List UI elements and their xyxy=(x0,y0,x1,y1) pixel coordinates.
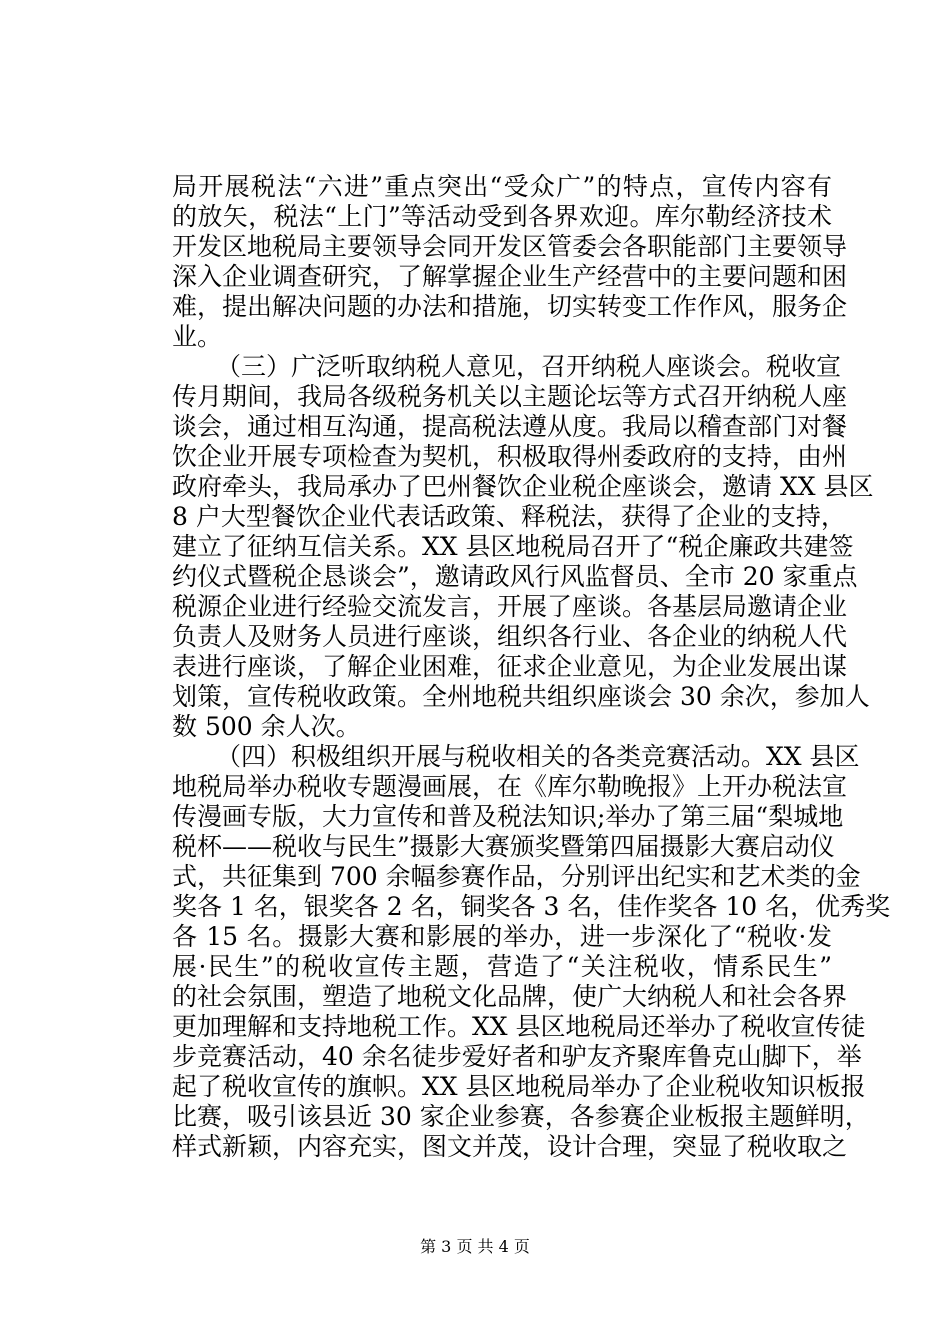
text-line: 数 500 余人次。 xyxy=(172,712,361,741)
text-line: 的放矢，税法“上门”等活动受到各界欢迎。库尔勒经济技术 xyxy=(172,202,832,231)
text-line: 表进行座谈，了解企业困难，征求企业意见，为企业发展出谋 xyxy=(172,652,848,681)
text-line: 划策，宣传税收政策。全州地税共组织座谈会 30 余次，参加人 xyxy=(172,682,870,711)
text-line: 地税局举办税收专题漫画展，在《库尔勒晚报》上开办税法宣 xyxy=(172,772,848,801)
paragraph-heading-line: （四）积极组织开展与税收相关的各类竞赛活动。XX 县区 xyxy=(216,742,860,771)
text-line: 税杯——税收与民生”摄影大赛颁奖暨第四届摄影大赛启动仪 xyxy=(172,832,835,861)
page-number-footer: 第 3 页 共 4 页 xyxy=(420,1237,530,1256)
text-line: 式，共征集到 700 余幅参赛作品，分别评出纪实和艺术类的金 xyxy=(172,862,861,891)
text-line: 建立了征纳互信关系。XX 县区地税局召开了“税企廉政共建签 xyxy=(172,532,854,561)
text-line: 展·民生”的税收宣传主题，营造了“关注税收，情系民生” xyxy=(172,952,832,981)
text-line: 的社会氛围，塑造了地税文化品牌，使广大纳税人和社会各界 xyxy=(172,982,848,1011)
text-line: 起了税收宣传的旗帜。XX 县区地税局举办了企业税收知识板报 xyxy=(172,1072,866,1101)
paragraph-heading-line: （三）广泛听取纳税人意见，召开纳税人座谈会。税收宣 xyxy=(216,352,842,381)
text-line: 局开展税法“六进”重点突出“受众广”的特点，宣传内容有 xyxy=(172,172,832,201)
text-line: 奖各 1 名，银奖各 2 名，铜奖各 3 名，佳作奖各 10 名，优秀奖 xyxy=(172,892,891,921)
text-line: 开发区地税局主要领导会同开发区管委会各职能部门主要领导 xyxy=(172,232,848,261)
text-line: 传漫画专版，大力宣传和普及税法知识;举办了第三届“梨城地 xyxy=(172,802,844,831)
text-line: 传月期间，我局各级税务机关以主题论坛等方式召开纳税人座 xyxy=(172,382,848,411)
body-text xyxy=(172,172,891,1162)
text-line: 样式新颖，内容充实，图文并茂，设计合理，突显了税收取之 xyxy=(172,1132,848,1161)
text-line: 步竞赛活动，40 余名徒步爱好者和驴友齐聚库鲁克山脚下，举 xyxy=(172,1042,862,1071)
text-line: 谈会，通过相互沟通，提高税法遵从度。我局以稽查部门对餐 xyxy=(172,412,848,441)
text-line: 8 户大型餐饮企业代表话政策、释税法，获得了企业的支持， xyxy=(172,502,846,531)
text-line: 负责人及财务人员进行座谈，组织各行业、各企业的纳税人代 xyxy=(172,622,848,651)
text-line: 难，提出解决问题的办法和措施，切实转变工作作风，服务企 xyxy=(172,292,848,321)
text-line: 更加理解和支持地税工作。XX 县区地税局还举办了税收宣传徒 xyxy=(172,1012,866,1041)
text-line: 业。 xyxy=(172,322,223,351)
text-line: 政府牵头，我局承办了巴州餐饮企业税企座谈会，邀请 XX 县区 xyxy=(172,472,874,501)
text-line: 各 15 名。摄影大赛和影展的举办，进一步深化了“税收·发 xyxy=(172,922,832,951)
text-line: 税源企业进行经验交流发言，开展了座谈。各基层局邀请企业 xyxy=(172,592,848,621)
text-line: 约仪式暨税企恳谈会”，邀请政风行风监督员、全市 20 家重点 xyxy=(172,562,858,591)
text-line: 深入企业调查研究，了解掌握企业生产经营中的主要问题和困 xyxy=(172,262,848,291)
text-line: 比赛，吸引该县近 30 家企业参赛，各参赛企业板报主题鲜明， xyxy=(172,1102,870,1131)
text-line: 饮企业开展专项检查为契机，积极取得州委政府的支持，由州 xyxy=(172,442,848,471)
